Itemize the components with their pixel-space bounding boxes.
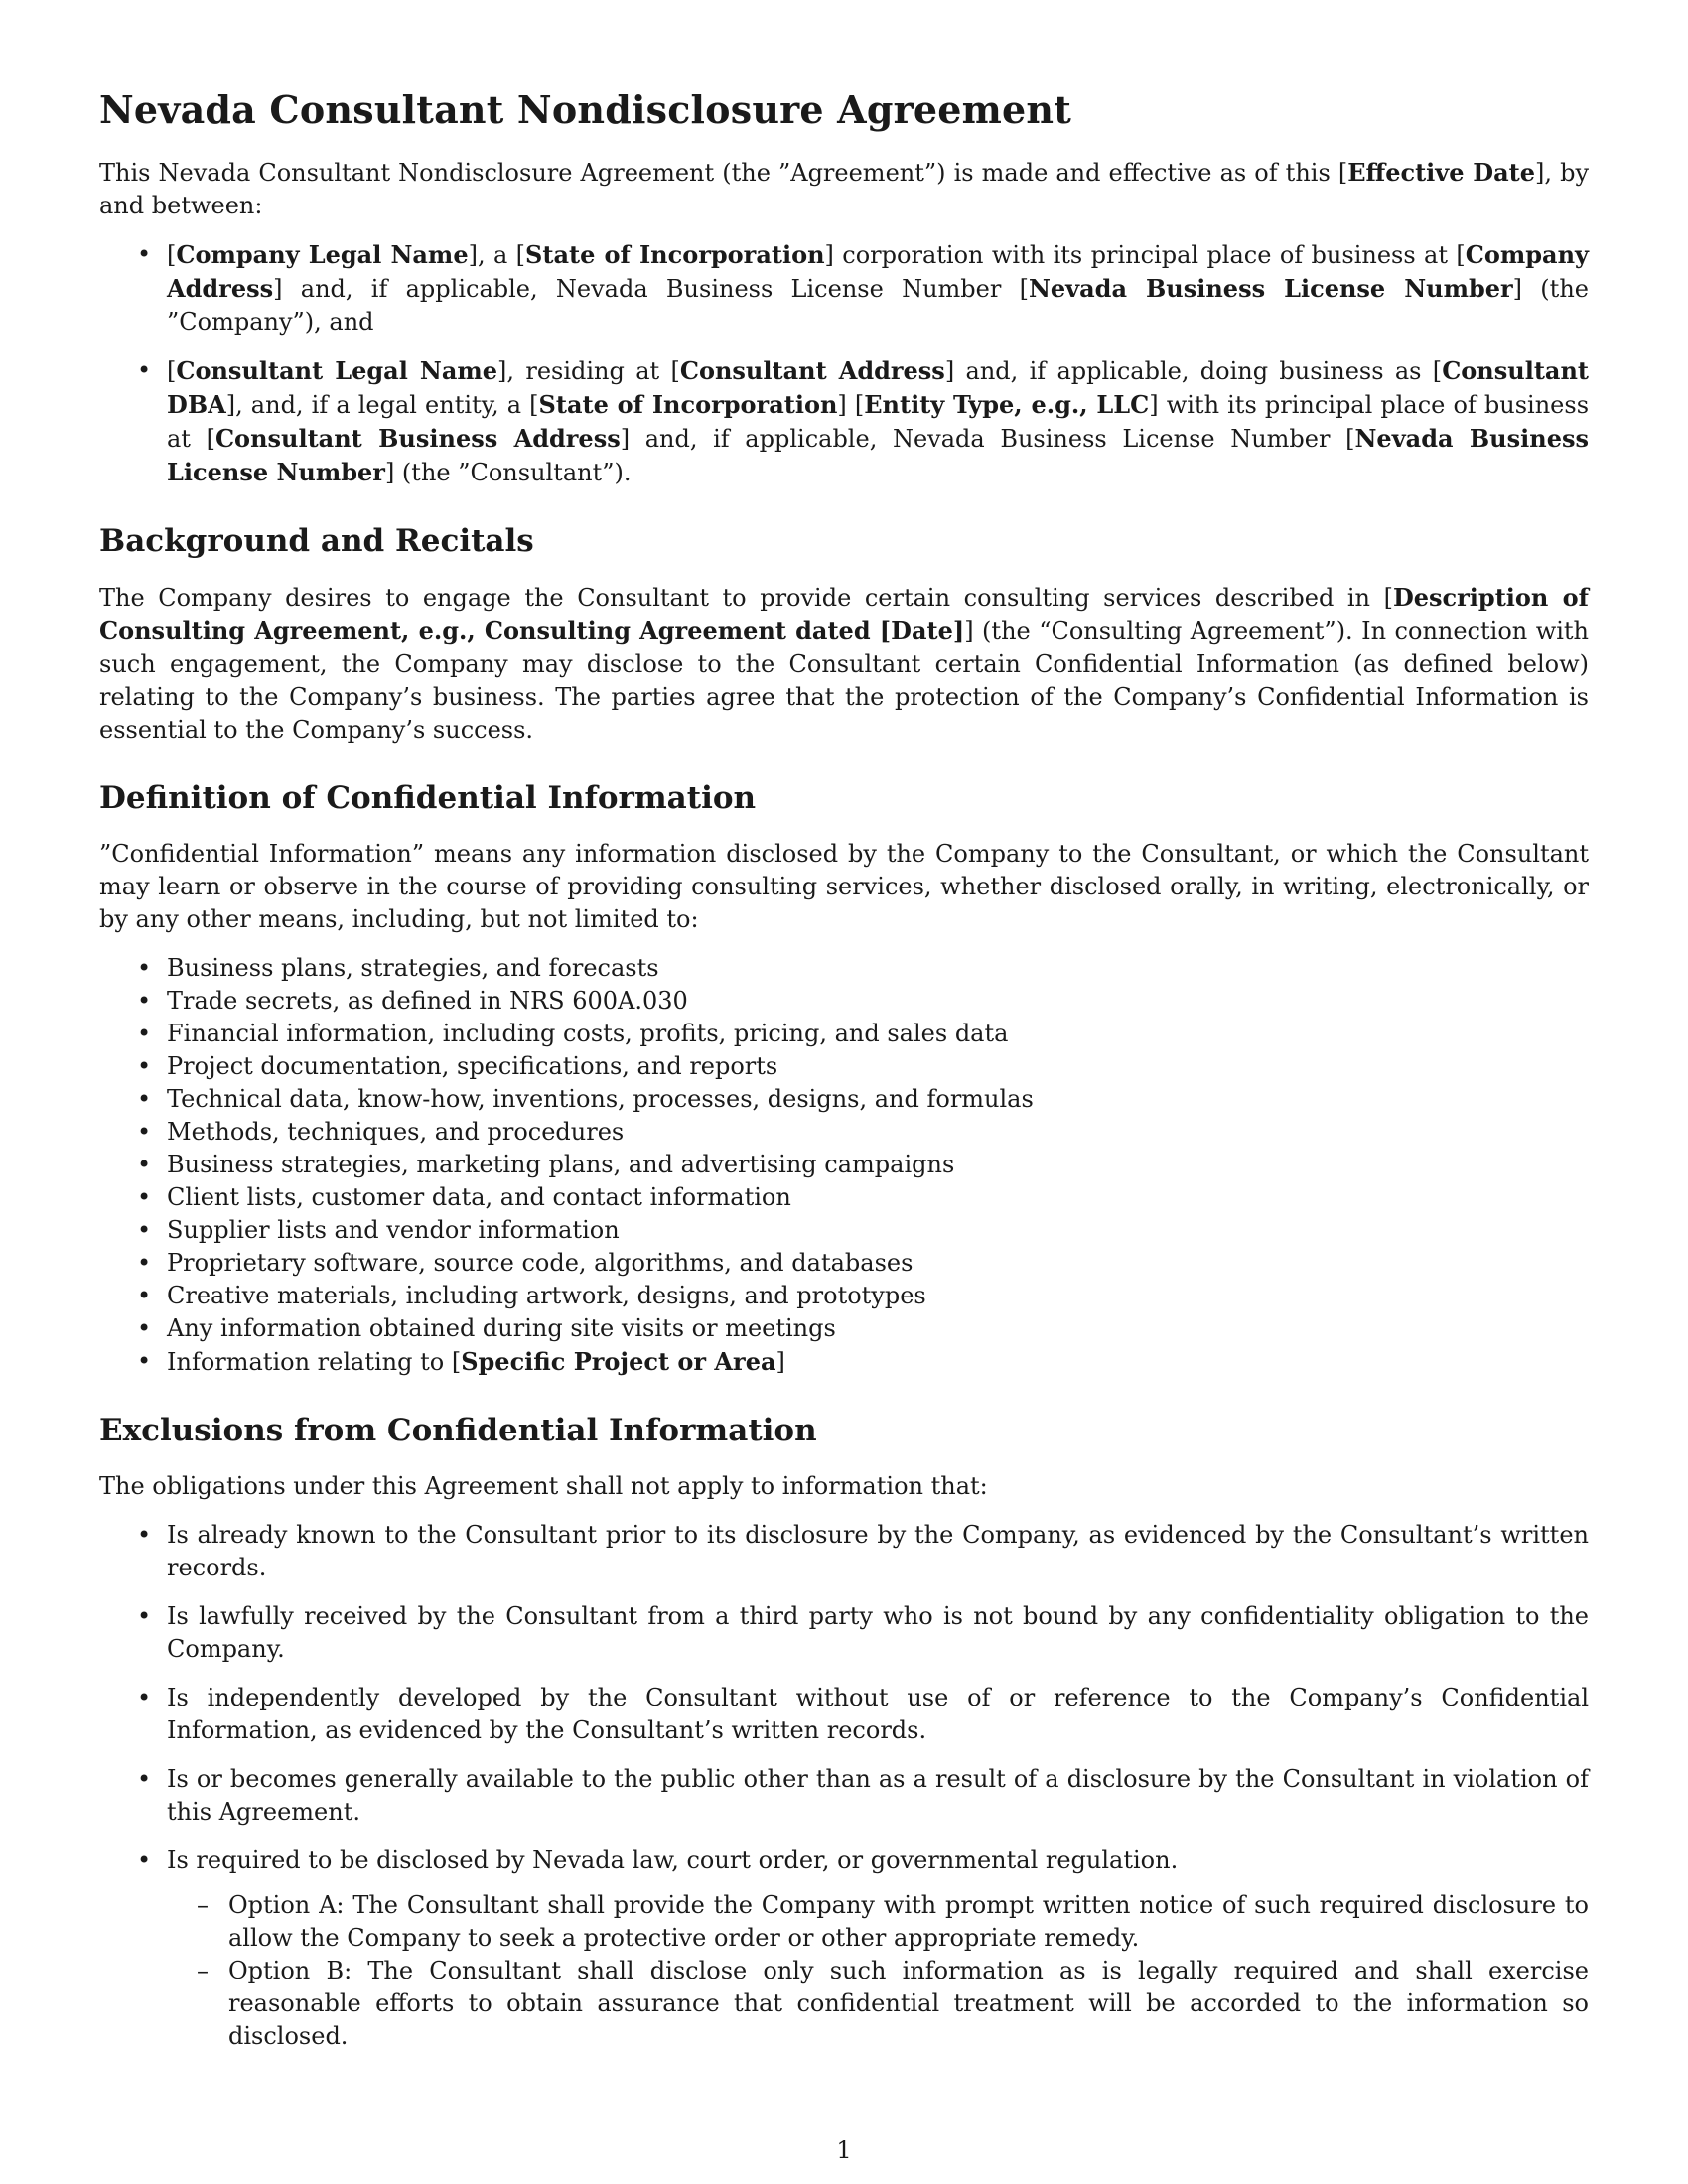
bullet-icon: • — [137, 1020, 152, 1047]
confidential-info-list — [99, 952, 1589, 1345]
list-item — [99, 1280, 1589, 1312]
list-item-text: Supplier lists and vendor information — [167, 1216, 620, 1244]
bullet-icon: • — [137, 987, 152, 1015]
list-item — [99, 1181, 1589, 1214]
party-consultant: • [Consultant Legal Name], residing at [Consultant Address] and, if applicable, doing business as [Consultant DBA], and, if a legal entity, a [State of Incorporation] [Entity Type, e.g., LLC] with its principal place of business at [Consultant Business Address] and, if applicable, Nevada Business License Number [Nevada Business License Number] (the ”Consultant”). — [137, 356, 1590, 486]
list-item-text: Is required to be disclosed by Nevada law, court order, or governmental regulation. — [167, 1846, 1179, 1874]
exclusions-paragraph: The obligations under this Agreement shall not apply to information that: — [99, 1472, 988, 1500]
bullet-icon: • — [137, 1282, 152, 1309]
list-item-text: Is independently developed by the Consultant without use of or reference to the Company’s Confidential Information, as evidenced by the Consultant’s written records. — [167, 1684, 1589, 1744]
bullet-icon: • — [137, 1052, 152, 1080]
bullet-icon: • — [137, 1846, 152, 1874]
bullet-icon: • — [137, 1347, 152, 1375]
list-item — [99, 1844, 1589, 2053]
exclusions-list — [99, 1519, 1589, 2053]
bullet-icon: • — [137, 1183, 152, 1211]
bullet-icon: • — [137, 1151, 152, 1178]
list-item-text: Is lawfully received by the Consultant from a third party who is not bound by any confidentiality obligation to the Company. — [167, 1602, 1589, 1663]
list-item — [99, 1214, 1589, 1247]
background-paragraph: The Company desires to engage the Consultant to provide certain consulting services described in [Description of Consulting Agreement, e.g., Consulting Agreement dated [Date]] (the “Consulting Agreement”). In connection with such engagement, the Company may disclose to the Consultant certain Confidential Information (as defined below) relating to the Company’s business. The parties agree that the protection of the Company’s Confidential Information is essential to the Company’s success. — [99, 583, 1590, 744]
exclusions-heading: Exclusions from Confidential Information — [99, 1413, 817, 1448]
parties-list — [99, 238, 1589, 489]
list-item-text: Option B: The Consultant shall disclose only such information as is legally required and shall exercise reasonable efforts to obtain assurance that confidential treatment will be accorded to the information so disclosed. — [228, 1957, 1589, 2050]
list-item — [99, 1519, 1589, 1584]
list-item-text: Business strategies, marketing plans, and advertising campaigns — [167, 1151, 955, 1178]
list-item-text: Proprietary software, source code, algorithms, and databases — [167, 1249, 914, 1277]
list-item — [99, 1763, 1589, 1829]
bullet-icon: • — [137, 1314, 152, 1342]
list-item-text: Creative materials, including artwork, designs, and prototypes — [167, 1282, 926, 1309]
list-item — [99, 1682, 1589, 1747]
list-item-text: Business plans, strategies, and forecasts — [167, 954, 659, 982]
list-item-text: Client lists, customer data, and contact information — [167, 1183, 791, 1211]
document-title: Nevada Consultant Nondisclosure Agreement — [99, 87, 1071, 132]
list-item — [99, 1083, 1589, 1116]
list-item — [99, 1247, 1589, 1280]
bullet-icon: • — [137, 1216, 152, 1244]
background-heading: Background and Recitals — [99, 523, 534, 559]
party-company: • [Company Legal Name], a [State of Incorporation] corporation with its principal place of business at [Company Address] and, if applicable, Nevada Business License Number [Nevada Business License Number] (the ”Company”), and — [137, 240, 1589, 336]
list-item-text: Methods, techniques, and procedures — [167, 1118, 625, 1146]
definition-heading: Definition of Confidential Information — [99, 780, 757, 816]
list-item — [167, 1955, 1589, 2053]
list-item — [99, 985, 1589, 1018]
bullet-icon: • — [137, 1602, 152, 1630]
bullet-icon: • — [137, 1521, 152, 1549]
list-item — [99, 1116, 1589, 1149]
list-item — [99, 952, 1589, 985]
list-item — [99, 1312, 1589, 1345]
list-item-text: Any information obtained during site visits or meetings — [167, 1314, 836, 1342]
list-item — [99, 1149, 1589, 1181]
list-item — [99, 1050, 1589, 1083]
bullet-icon: • — [137, 1085, 152, 1113]
list-item-text: Project documentation, specifications, and reports — [167, 1052, 778, 1080]
intro-paragraph: This Nevada Consultant Nondisclosure Agreement (the ”Agreement”) is made and effective as of this [Effective Date], by and between: — [99, 158, 1589, 219]
list-item: • Information relating to [Specific Project or Area] — [137, 1347, 785, 1376]
dash-icon: – — [197, 1891, 209, 1919]
page-number: 1 — [836, 2136, 852, 2164]
list-item — [99, 1600, 1589, 1666]
dash-icon: – — [197, 1957, 209, 1984]
bullet-icon: • — [137, 954, 152, 982]
list-item-text: Is or becomes generally available to the public other than as a result of a disclosure by the Consultant in violation of this Agreement. — [167, 1765, 1589, 1826]
list-item — [167, 1889, 1589, 1955]
definition-paragraph: ”Confidential Information” means any information disclosed by the Company to the Consultant, or which the Consultant may learn or observe in the course of providing consulting services, whether disclosed orally, in writing, electronically, or by any other means, including, but not limited to: — [99, 840, 1589, 933]
bullet-icon: • — [137, 1684, 152, 1711]
disclosure-options-list — [167, 1889, 1589, 2053]
effective-date-placeholder: Effective Date — [1347, 158, 1536, 187]
list-item-text: Technical data, know-how, inventions, processes, designs, and formulas — [167, 1085, 1034, 1113]
confidential-info-list-last — [99, 1345, 1589, 1379]
bullet-icon: • — [137, 356, 152, 384]
list-item-text: Option A: The Consultant shall provide the Company with prompt written notice of such required disclosure to allow the Company to seek a protective order or other appropriate remedy. — [228, 1891, 1589, 1952]
bullet-icon: • — [137, 240, 152, 268]
list-item — [99, 1018, 1589, 1050]
bullet-icon: • — [137, 1765, 152, 1793]
list-item-text: Trade secrets, as defined in NRS 600A.030 — [167, 987, 688, 1015]
bullet-icon: • — [137, 1249, 152, 1277]
list-item-text: Financial information, including costs, profits, pricing, and sales data — [167, 1020, 1009, 1047]
list-item-text: Is already known to the Consultant prior to its disclosure by the Company, as evidenced by the Consultant’s written records. — [167, 1521, 1589, 1581]
bullet-icon: • — [137, 1118, 152, 1146]
